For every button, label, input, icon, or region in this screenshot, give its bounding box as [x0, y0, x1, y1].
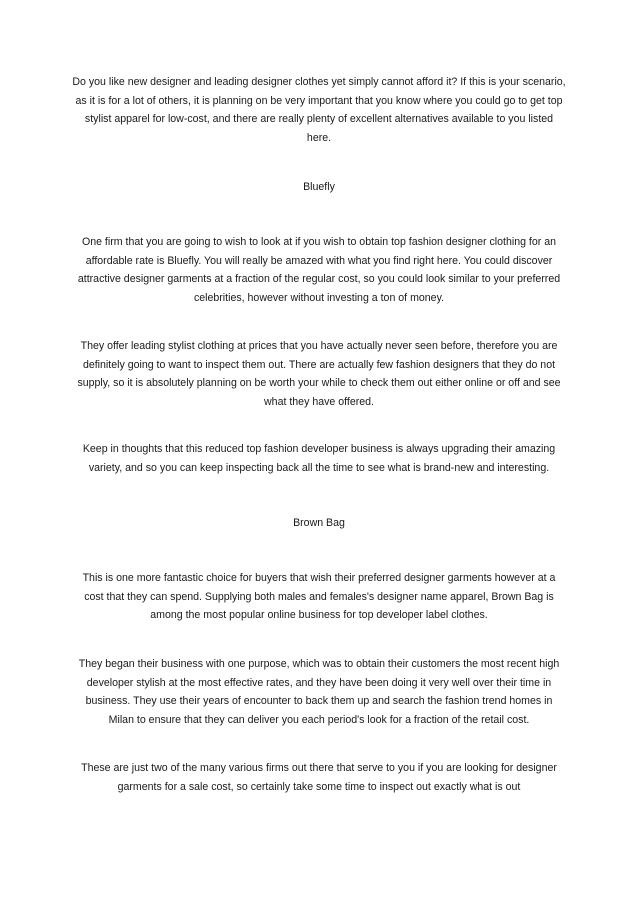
- brown-bag-paragraph-2: They began their business with one purpose, which was to obtain their customers the most recent high developer stylish at the most effective rates, and they have been doing it very well over their time in business. They use their years of encounter to back them up and search the fashion trend homes in Milan to ensure that they can deliver you each period's look for a fraction of the retail cost.: [78, 658, 560, 726]
- brown-bag-paragraph-1: This is one more fantastic choice for buyers that wish their preferred designer garments however at a cost that they can spend. Supplying both males and females's designer name apparel, Brown Bag is among the most popular online business for top developer label clothes.: [82, 572, 556, 622]
- bluefly-paragraph-2: They offer leading stylist clothing at prices that you have actually never seen before, therefore you are definitely going to want to inspect them out. There are actually few fashion designers that they do not supply, so it is absolutely planning on be worth your while to check them out either online or off and see what they have offered.: [77, 340, 561, 408]
- closing-paragraph: These are just two of the many various firms out there that serve to you if you are looking for designer garments for a sale cost, so certainly take some time to inspect out exactly what is out: [81, 762, 557, 793]
- section-heading-bluefly: Bluefly: [303, 181, 335, 193]
- bluefly-paragraph-3: Keep in thoughts that this reduced top fashion developer business is always upgrading their amazing variety, and so you can keep inspecting back all the time to see what is brand-new and interesting.: [82, 443, 556, 474]
- intro-paragraph: Do you like new designer and leading designer clothes yet simply cannot afford it? If this is your scenario, as it is for a lot of others, it is planning on be very important that you know where you could go to get top stylist apparel for low-cost, and there are really plenty of excellent alternatives available to you listed here.: [72, 76, 566, 144]
- bluefly-paragraph-1: One firm that you are going to wish to look at if you wish to obtain top fashion designer clothing for an affordable rate is Bluefly. You will really be amazed with what you find right here. You could discover attractive designer garments at a fraction of the regular cost, so you could look similar to your preferred celebrities, however without investing a ton of money.: [77, 236, 561, 304]
- section-heading-brown-bag: Brown Bag: [293, 517, 345, 529]
